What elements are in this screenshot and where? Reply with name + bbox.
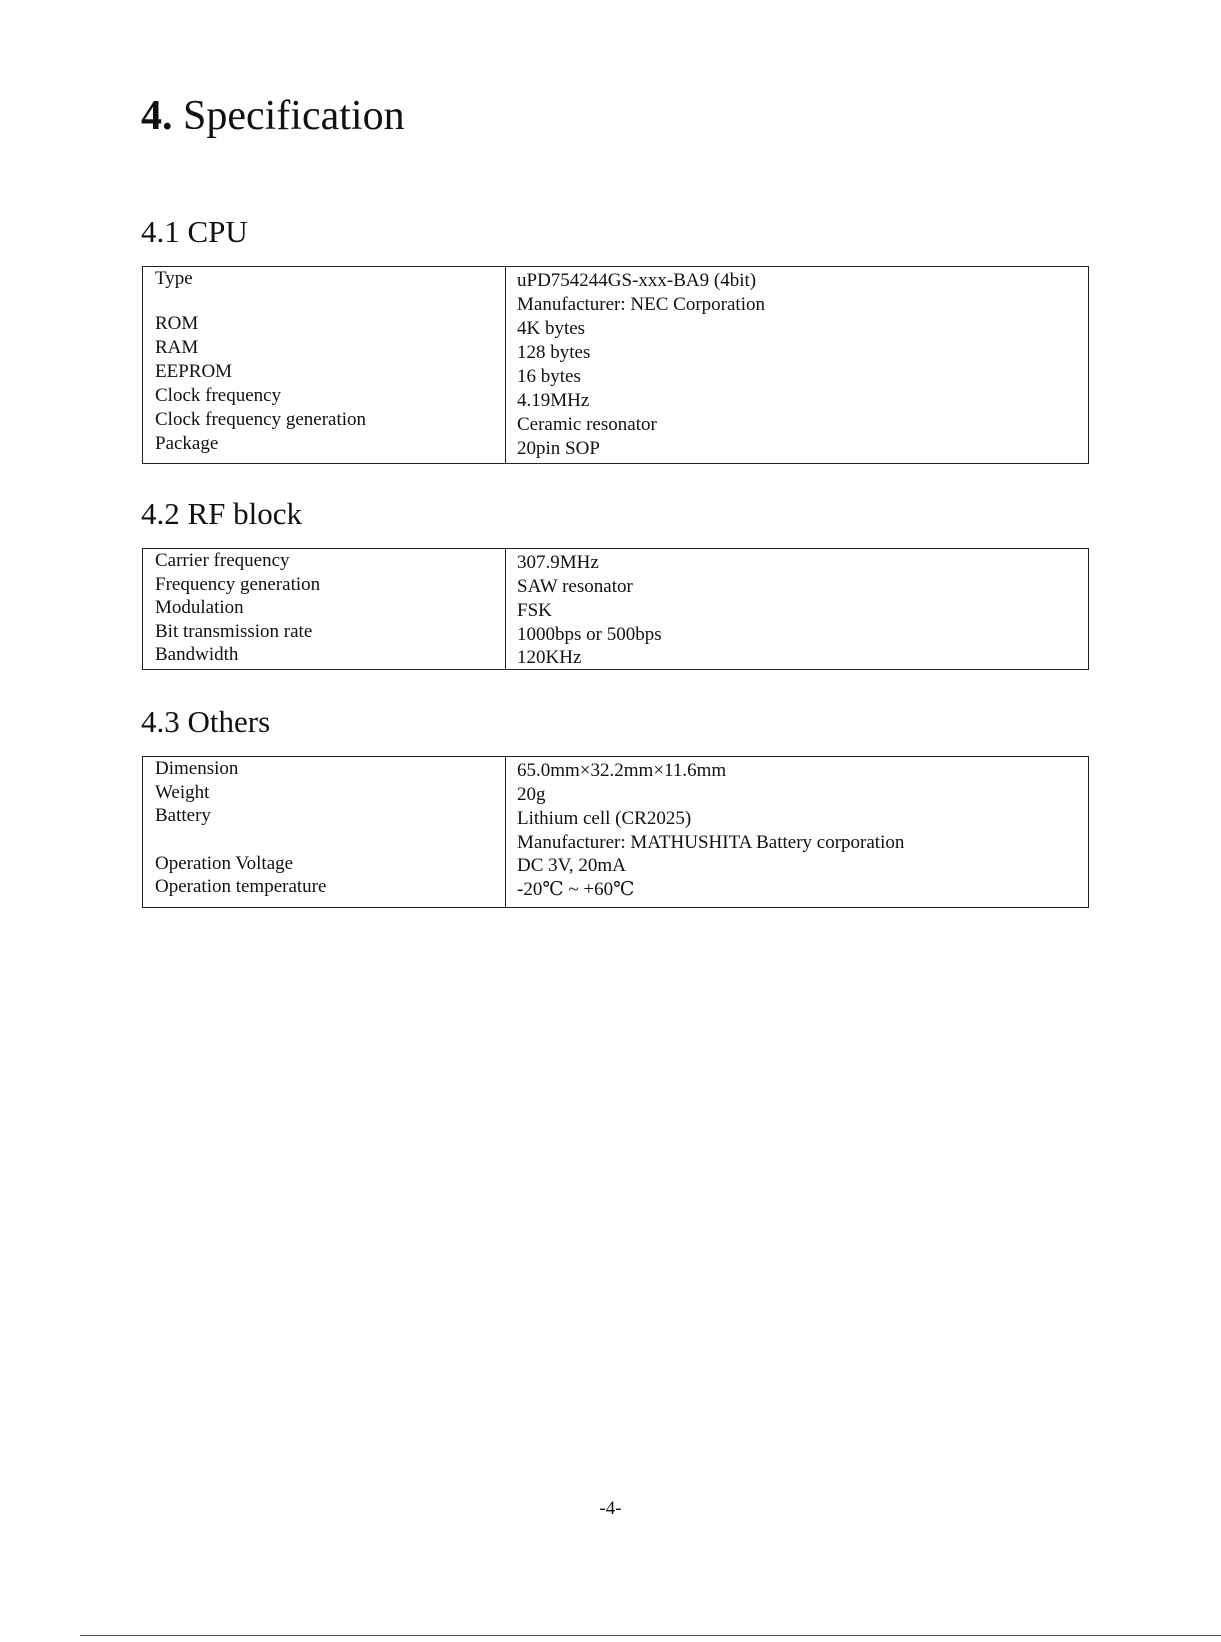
- cpu-label-clock-frequency: Clock frequency: [155, 385, 282, 406]
- cpu-value-package: 20pin SOP: [517, 438, 600, 459]
- cpu-spec-table: [142, 266, 1089, 464]
- rf-section-heading: 4.2 RF block: [141, 496, 303, 531]
- others-label-operation-temperature: Operation temperature: [155, 876, 327, 897]
- page-title: [141, 92, 405, 140]
- others-value-weight: 20g: [517, 784, 546, 805]
- rf-label-carrier-frequency: Carrier frequency: [155, 550, 290, 571]
- others-section-heading: 4.3 Others: [141, 704, 271, 739]
- others-values-column: [505, 757, 1088, 907]
- cpu-label-type: Type: [155, 268, 193, 289]
- rf-label-modulation: Modulation: [155, 597, 244, 618]
- others-label-dimension: Dimension: [155, 758, 239, 779]
- others-label-operation-voltage: Operation Voltage: [155, 853, 294, 874]
- rf-label-bit-rate: Bit transmission rate: [155, 621, 313, 642]
- others-value-battery-manufacturer: Manufacturer: MATHUSHITA Battery corporation: [517, 832, 905, 853]
- cpu-labels-column: [143, 267, 506, 463]
- others-value-operation-temperature: -20℃ ~ +60℃: [517, 879, 635, 900]
- rf-label-bandwidth: Bandwidth: [155, 644, 239, 665]
- others-label-battery: Battery: [155, 805, 211, 826]
- cpu-label-package: Package: [155, 433, 219, 454]
- others-value-operation-voltage: DC 3V, 20mA: [517, 855, 626, 876]
- cpu-label-eeprom: EEPROM: [155, 361, 233, 382]
- cpu-label-ram: RAM: [155, 337, 199, 358]
- rf-values-column: [505, 549, 1088, 669]
- cpu-value-ram: 128 bytes: [517, 342, 591, 363]
- cpu-label-rom: ROM: [155, 313, 199, 334]
- page-title-number: 4.: [141, 93, 173, 139]
- others-labels-column: [143, 757, 506, 907]
- others-spec-table: [142, 756, 1089, 908]
- others-value-dimension: 65.0mm×32.2mm×11.6mm: [517, 760, 727, 781]
- rf-value-bit-rate: 1000bps or 500bps: [517, 624, 662, 645]
- page-number: -4-: [599, 1498, 622, 1519]
- rf-value-modulation: FSK: [517, 600, 552, 621]
- cpu-label-clock-generation: Clock frequency generation: [155, 409, 367, 430]
- cpu-value-clock-frequency: 4.19MHz: [517, 390, 590, 411]
- page-title-text: Specification: [183, 93, 405, 139]
- others-value-battery: Lithium cell (CR2025): [517, 808, 692, 829]
- rf-labels-column: [143, 549, 506, 669]
- cpu-value-clock-generation: Ceramic resonator: [517, 414, 657, 435]
- others-label-weight: Weight: [155, 782, 210, 803]
- cpu-value-eeprom: 16 bytes: [517, 366, 581, 387]
- rf-value-bandwidth: 120KHz: [517, 647, 582, 668]
- cpu-value-manufacturer: Manufacturer: NEC Corporation: [517, 294, 765, 315]
- rf-value-frequency-generation: SAW resonator: [517, 576, 633, 597]
- rf-value-carrier-frequency: 307.9MHz: [517, 552, 599, 573]
- bottom-rule: [80, 1635, 1221, 1636]
- cpu-value-rom: 4K bytes: [517, 318, 586, 339]
- rf-spec-table: [142, 548, 1089, 670]
- cpu-values-column: [505, 267, 1088, 463]
- cpu-section-heading: 4.1 CPU: [141, 214, 248, 249]
- rf-label-frequency-generation: Frequency generation: [155, 574, 321, 595]
- cpu-value-type: uPD754244GS-xxx-BA9 (4bit): [517, 270, 757, 291]
